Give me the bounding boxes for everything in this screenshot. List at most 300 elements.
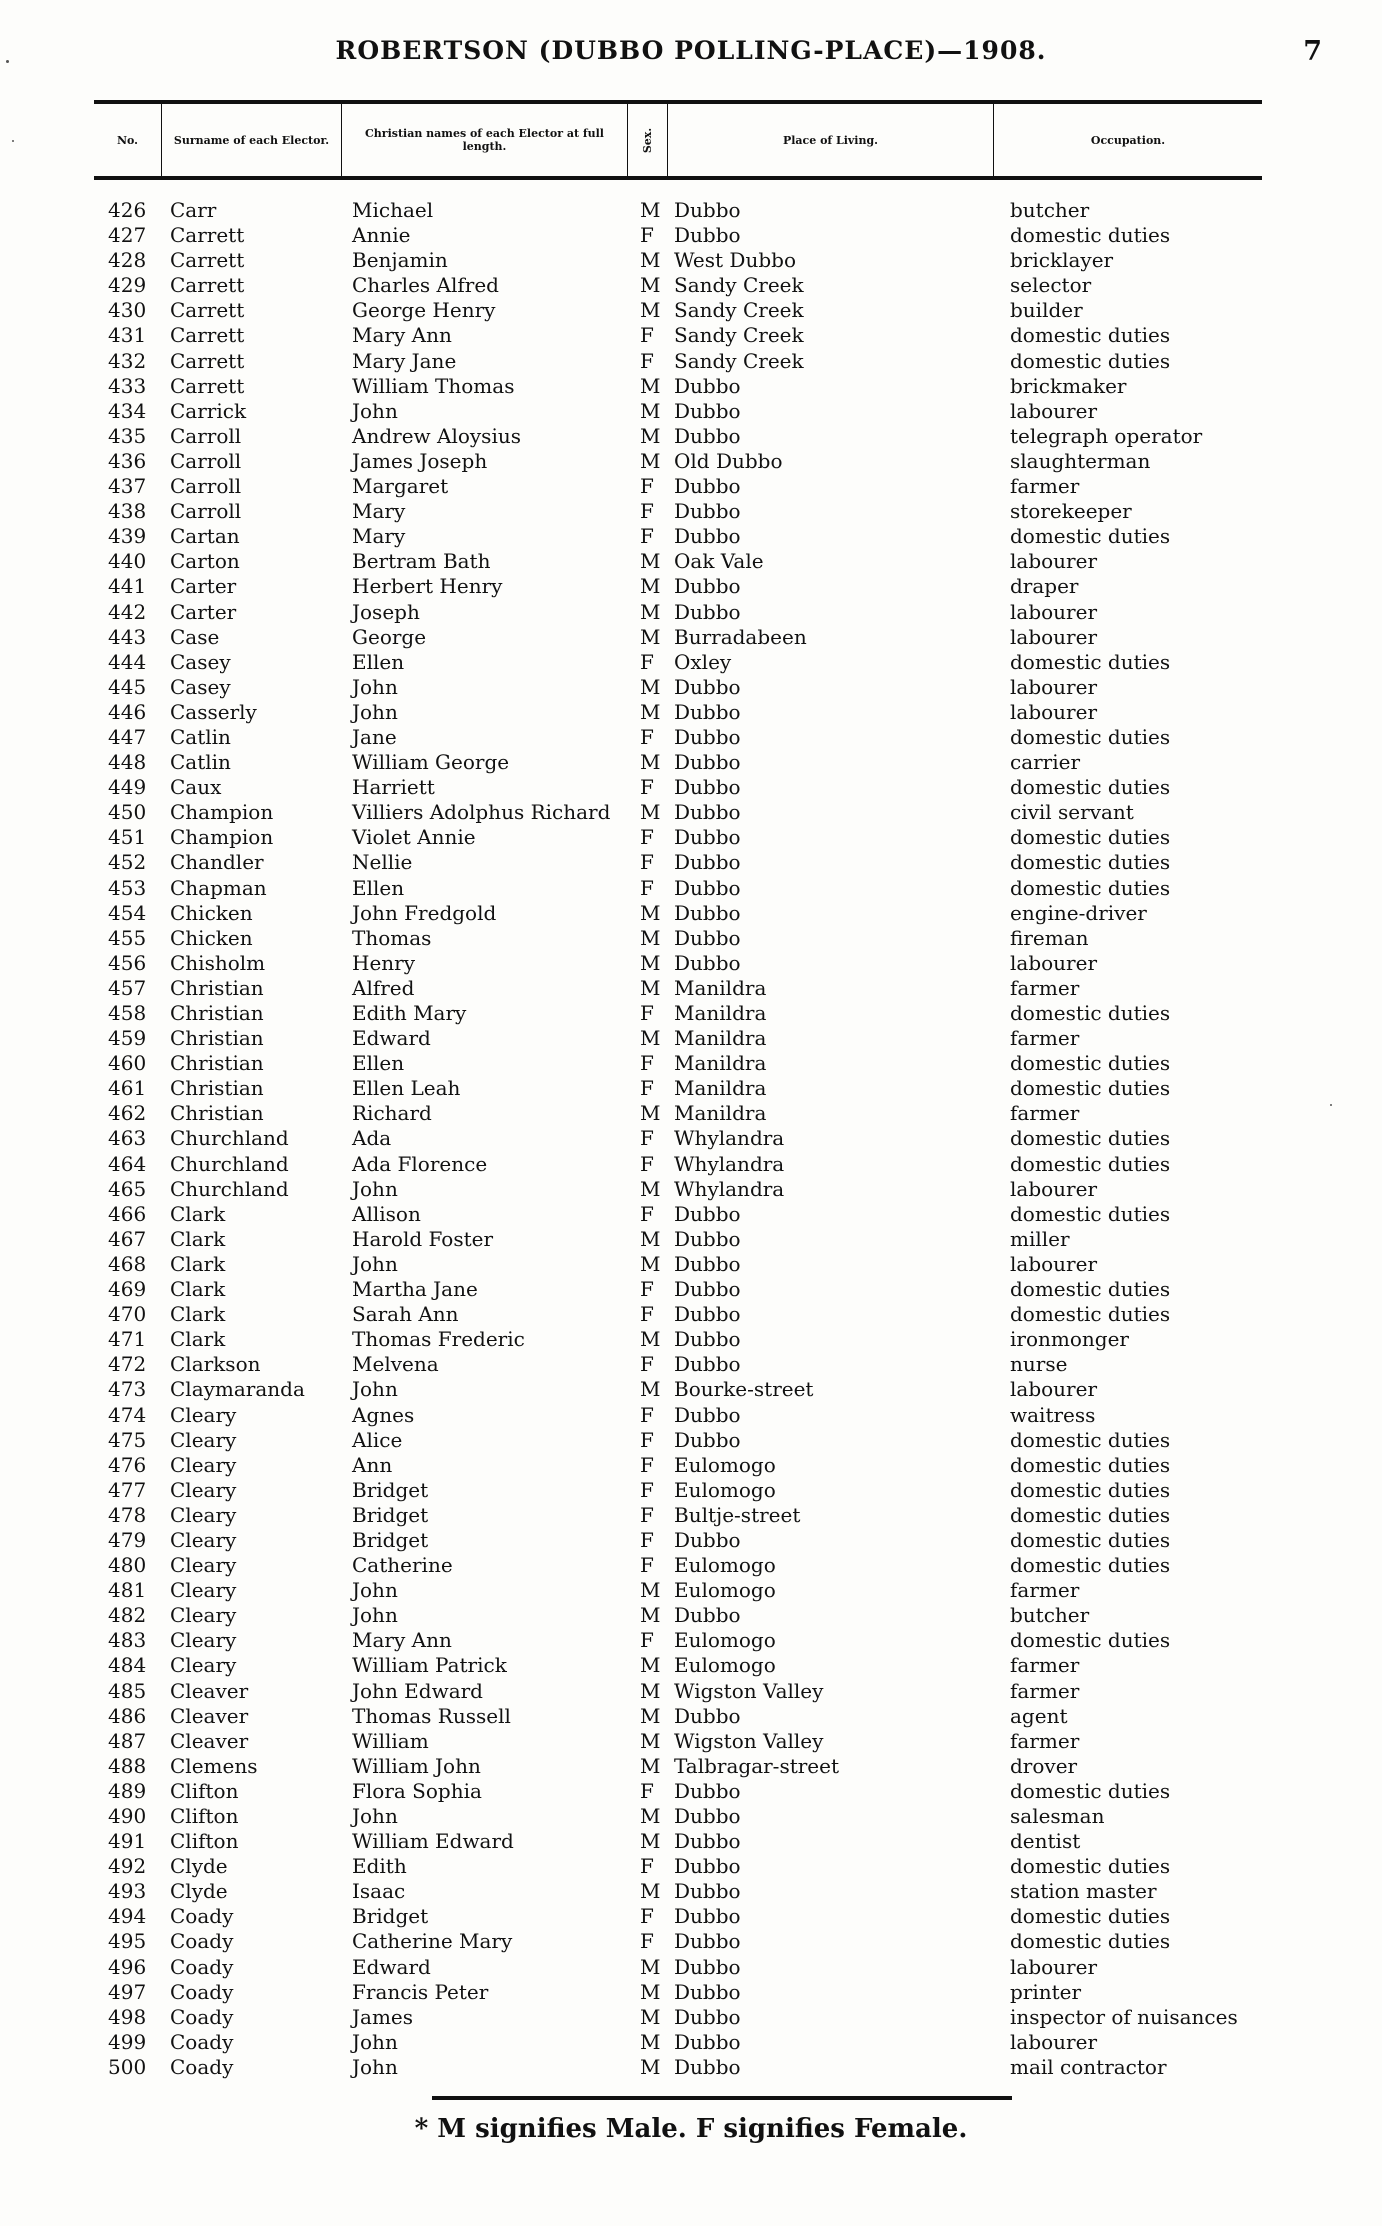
elector-number: 497 xyxy=(108,1979,147,2004)
elector-sex: M xyxy=(640,574,661,599)
elector-place-of-living: Dubbo xyxy=(674,925,741,950)
elector-number: 482 xyxy=(108,1603,147,1628)
column-header-christian-names: Christian names of each Elector at full length. xyxy=(342,104,628,176)
elector-sex: F xyxy=(640,323,654,348)
elector-occupation: telegraph operator xyxy=(1010,423,1203,448)
table-row xyxy=(0,1628,1382,1653)
elector-surname: Coady xyxy=(170,2004,234,2029)
elector-number: 435 xyxy=(108,423,147,448)
page-title: ROBERTSON (DUBBO POLLING-PLACE)—1908. xyxy=(335,36,1047,65)
elector-christian-names: Edward xyxy=(352,1026,431,1051)
elector-surname: Clemens xyxy=(170,1753,258,1778)
elector-number: 496 xyxy=(108,1954,147,1979)
elector-christian-names: Annie xyxy=(352,223,411,248)
table-row xyxy=(0,349,1382,374)
elector-christian-names: Harriett xyxy=(352,775,435,800)
elector-surname: Casey xyxy=(170,649,231,674)
elector-place-of-living: Dubbo xyxy=(674,2004,741,2029)
elector-sex: M xyxy=(640,1753,661,1778)
elector-number: 464 xyxy=(108,1151,147,1176)
elector-sex: F xyxy=(640,850,654,875)
elector-place-of-living: Dubbo xyxy=(674,1829,741,1854)
paper-speck xyxy=(6,60,9,63)
elector-sex: M xyxy=(640,373,661,398)
elector-occupation: carrier xyxy=(1010,750,1081,775)
elector-number: 491 xyxy=(108,1829,147,1854)
elector-number: 442 xyxy=(108,599,147,624)
elector-place-of-living: Dubbo xyxy=(674,474,741,499)
elector-occupation: domestic duties xyxy=(1010,775,1171,800)
elector-christian-names: Alice xyxy=(352,1427,403,1452)
elector-occupation: domestic duties xyxy=(1010,850,1171,875)
elector-occupation: domestic duties xyxy=(1010,1553,1171,1578)
elector-surname: Carrett xyxy=(170,223,245,248)
elector-surname: Catlin xyxy=(170,724,231,749)
paper-speck xyxy=(12,140,14,142)
elector-christian-names: Allison xyxy=(352,1201,421,1226)
elector-number: 492 xyxy=(108,1854,147,1879)
column-header-sex xyxy=(628,104,668,176)
elector-surname: Clyde xyxy=(170,1854,228,1879)
elector-christian-names: Mary Jane xyxy=(352,348,457,373)
table-row xyxy=(0,1177,1382,1202)
elector-surname: Clark xyxy=(170,1201,226,1226)
elector-number: 460 xyxy=(108,1051,147,1076)
elector-surname: Clifton xyxy=(170,1829,239,1854)
elector-number: 494 xyxy=(108,1904,147,1929)
elector-number: 473 xyxy=(108,1377,147,1402)
elector-place-of-living: Dubbo xyxy=(674,1527,741,1552)
elector-number: 430 xyxy=(108,298,147,323)
elector-number: 436 xyxy=(108,448,147,473)
elector-occupation: nurse xyxy=(1010,1352,1068,1377)
elector-number: 458 xyxy=(108,1001,147,1025)
elector-sex: M xyxy=(640,1603,661,1628)
elector-occupation: fireman xyxy=(1010,925,1089,950)
elector-surname: Cleary xyxy=(170,1477,237,1502)
elector-occupation: labourer xyxy=(1010,1176,1098,1201)
table-row xyxy=(0,2055,1382,2080)
elector-sex: M xyxy=(640,1377,661,1402)
elector-christian-names: Michael xyxy=(352,198,434,222)
elector-surname: Casey xyxy=(170,674,231,699)
elector-surname: Chicken xyxy=(170,925,253,950)
elector-place-of-living: Dubbo xyxy=(674,699,741,724)
elector-surname: Carrett xyxy=(170,248,245,273)
elector-number: 487 xyxy=(108,1728,147,1753)
elector-sex: F xyxy=(640,1051,654,1076)
elector-sex: M xyxy=(640,448,661,473)
elector-occupation: engine-driver xyxy=(1010,900,1147,925)
table-row xyxy=(0,1252,1382,1277)
elector-sex: M xyxy=(640,950,661,975)
elector-place-of-living: Dubbo xyxy=(674,599,741,624)
elector-place-of-living: Dubbo xyxy=(674,775,741,800)
elector-surname: Clark xyxy=(170,1251,226,1276)
table-row xyxy=(0,1578,1382,1603)
page-header xyxy=(0,36,1382,76)
elector-occupation: domestic duties xyxy=(1010,1076,1171,1101)
elector-christian-names: John xyxy=(352,1176,398,1201)
table-row xyxy=(0,1679,1382,1704)
elector-christian-names: John xyxy=(352,2054,398,2079)
elector-place-of-living: Dubbo xyxy=(674,2029,741,2054)
elector-sex: M xyxy=(640,900,661,925)
elector-christian-names: William Patrick xyxy=(352,1653,507,1678)
elector-place-of-living: Dubbo xyxy=(674,1226,741,1251)
elector-sex: F xyxy=(640,1126,654,1151)
table-row xyxy=(0,675,1382,700)
table-row xyxy=(0,1051,1382,1076)
elector-christian-names: Jane xyxy=(352,724,397,749)
table-row xyxy=(0,1277,1382,1302)
elector-place-of-living: Manildra xyxy=(674,1001,767,1025)
table-row xyxy=(0,1076,1382,1101)
elector-christian-names: Margaret xyxy=(352,474,449,499)
elector-christian-names: Charles Alfred xyxy=(352,273,499,298)
elector-place-of-living: Eulomogo xyxy=(674,1477,776,1502)
elector-sex: M xyxy=(640,1578,661,1603)
elector-place-of-living: Old Dubbo xyxy=(674,448,783,473)
elector-occupation: domestic duties xyxy=(1010,825,1171,850)
elector-occupation: ironmonger xyxy=(1010,1327,1129,1352)
elector-sex: F xyxy=(640,499,654,524)
elector-place-of-living: Dubbo xyxy=(674,1954,741,1979)
elector-surname: Coady xyxy=(170,2054,234,2079)
elector-place-of-living: Dubbo xyxy=(674,1277,741,1302)
elector-sex: F xyxy=(640,1527,654,1552)
table-row xyxy=(0,449,1382,474)
elector-surname: Carrett xyxy=(170,273,245,298)
elector-surname: Clark xyxy=(170,1327,226,1352)
elector-sex: F xyxy=(640,1277,654,1302)
elector-number: 438 xyxy=(108,499,147,524)
elector-sex: F xyxy=(640,1854,654,1879)
elector-place-of-living: Oxley xyxy=(674,649,732,674)
elector-occupation: domestic duties xyxy=(1010,223,1171,248)
table-row xyxy=(0,273,1382,298)
elector-surname: Cleary xyxy=(170,1502,237,1527)
table-row xyxy=(0,1904,1382,1929)
elector-surname: Case xyxy=(170,624,220,649)
elector-number: 467 xyxy=(108,1226,147,1251)
elector-occupation: domestic duties xyxy=(1010,1051,1171,1076)
elector-number: 499 xyxy=(108,2029,147,2054)
elector-christian-names: Edward xyxy=(352,1954,431,1979)
elector-christian-names: John xyxy=(352,1251,398,1276)
table-row xyxy=(0,1101,1382,1126)
elector-number: 474 xyxy=(108,1402,147,1427)
elector-place-of-living: Dubbo xyxy=(674,223,741,248)
elector-occupation: domestic duties xyxy=(1010,1527,1171,1552)
elector-occupation: domestic duties xyxy=(1010,1452,1171,1477)
elector-occupation: labourer xyxy=(1010,1251,1098,1276)
elector-sex: F xyxy=(640,775,654,800)
elector-surname: Christian xyxy=(170,1026,264,1051)
table-row xyxy=(0,775,1382,800)
elector-sex: F xyxy=(640,724,654,749)
elector-number: 444 xyxy=(108,649,147,674)
elector-occupation: farmer xyxy=(1010,474,1080,499)
elector-number: 461 xyxy=(108,1076,147,1101)
elector-sex: M xyxy=(640,1879,661,1904)
elector-place-of-living: Wigston Valley xyxy=(674,1728,824,1753)
elector-occupation: salesman xyxy=(1010,1804,1105,1828)
table-row xyxy=(0,1829,1382,1854)
elector-surname: Cleaver xyxy=(170,1678,249,1703)
elector-place-of-living: Dubbo xyxy=(674,850,741,875)
table-row xyxy=(0,323,1382,348)
table-row xyxy=(0,2030,1382,2055)
elector-number: 433 xyxy=(108,373,147,398)
elector-occupation: domestic duties xyxy=(1010,1201,1171,1226)
elector-surname: Carrett xyxy=(170,298,245,323)
elector-number: 480 xyxy=(108,1553,147,1578)
elector-sex: M xyxy=(640,1251,661,1276)
elector-christian-names: James Joseph xyxy=(352,448,488,473)
elector-sex: M xyxy=(640,1101,661,1126)
elector-occupation: farmer xyxy=(1010,1026,1080,1051)
elector-place-of-living: Dubbo xyxy=(674,1804,741,1828)
elector-surname: Claymaranda xyxy=(170,1377,305,1402)
elector-occupation: farmer xyxy=(1010,1653,1080,1678)
elector-occupation: mail contractor xyxy=(1010,2054,1167,2079)
elector-occupation: labourer xyxy=(1010,1954,1098,1979)
table-row xyxy=(0,1980,1382,2005)
elector-sex: M xyxy=(640,273,661,298)
elector-place-of-living: Eulomogo xyxy=(674,1452,776,1477)
elector-place-of-living: Dubbo xyxy=(674,1352,741,1377)
elector-number: 488 xyxy=(108,1753,147,1778)
elector-occupation: dentist xyxy=(1010,1829,1081,1854)
elector-christian-names: Violet Annie xyxy=(352,825,476,850)
table-row xyxy=(0,549,1382,574)
table-row xyxy=(0,1227,1382,1252)
table-row xyxy=(0,1453,1382,1478)
elector-occupation: labourer xyxy=(1010,624,1098,649)
elector-place-of-living: Dubbo xyxy=(674,800,741,825)
elector-christian-names: Francis Peter xyxy=(352,1979,489,2004)
elector-christian-names: William George xyxy=(352,750,510,775)
elector-number: 447 xyxy=(108,724,147,749)
elector-number: 452 xyxy=(108,850,147,875)
elector-occupation: printer xyxy=(1010,1979,1082,2004)
table-row xyxy=(0,1503,1382,1528)
elector-place-of-living: Talbragar-street xyxy=(674,1753,840,1778)
elector-christian-names: Bridget xyxy=(352,1502,429,1527)
elector-number: 434 xyxy=(108,398,147,423)
elector-christian-names: James xyxy=(352,2004,414,2029)
elector-sex: M xyxy=(640,1026,661,1051)
elector-sex: M xyxy=(640,2004,661,2029)
elector-occupation: waitress xyxy=(1010,1402,1096,1427)
elector-christian-names: Mary xyxy=(352,524,406,549)
elector-christian-names: John xyxy=(352,1804,398,1828)
table-row xyxy=(0,248,1382,273)
table-row xyxy=(0,1327,1382,1352)
elector-sex: M xyxy=(640,1176,661,1201)
elector-number: 481 xyxy=(108,1578,147,1603)
elector-christian-names: Benjamin xyxy=(352,248,448,273)
table-row xyxy=(0,1804,1382,1829)
elector-occupation: draper xyxy=(1010,574,1079,599)
elector-place-of-living: Eulomogo xyxy=(674,1653,776,1678)
paper-speck xyxy=(1330,1104,1332,1106)
table-row xyxy=(0,1929,1382,1954)
elector-occupation: bricklayer xyxy=(1010,248,1114,273)
elector-christian-names: Ada Florence xyxy=(352,1151,488,1176)
elector-sex: F xyxy=(640,1628,654,1653)
table-row xyxy=(0,1729,1382,1754)
elector-number: 429 xyxy=(108,273,147,298)
elector-surname: Christian xyxy=(170,1001,264,1025)
elector-christian-names: Bridget xyxy=(352,1477,429,1502)
elector-surname: Carroll xyxy=(170,448,242,473)
elector-place-of-living: Dubbo xyxy=(674,1427,741,1452)
elector-place-of-living: Dubbo xyxy=(674,674,741,699)
elector-surname: Caux xyxy=(170,775,222,800)
table-row xyxy=(0,976,1382,1001)
elector-christian-names: Nellie xyxy=(352,850,413,875)
elector-number: 489 xyxy=(108,1778,147,1803)
elector-number: 493 xyxy=(108,1879,147,1904)
elector-surname: Carter xyxy=(170,574,237,599)
elector-surname: Coady xyxy=(170,2029,234,2054)
elector-christian-names: John xyxy=(352,1578,398,1603)
elector-occupation: farmer xyxy=(1010,1101,1080,1126)
elector-number: 440 xyxy=(108,549,147,574)
elector-number: 453 xyxy=(108,875,147,900)
elector-christian-names: William John xyxy=(352,1753,481,1778)
elector-surname: Casserly xyxy=(170,699,257,724)
elector-christian-names: Thomas Frederic xyxy=(352,1327,525,1352)
elector-surname: Cleary xyxy=(170,1402,237,1427)
table-row xyxy=(0,1955,1382,1980)
elector-christian-names: Ann xyxy=(352,1452,393,1477)
elector-sex: F xyxy=(640,1477,654,1502)
elector-number: 459 xyxy=(108,1026,147,1051)
elector-surname: Churchland xyxy=(170,1126,289,1151)
elector-surname: Coady xyxy=(170,1904,234,1929)
elector-christian-names: John Edward xyxy=(352,1678,483,1703)
elector-christian-names: Catherine Mary xyxy=(352,1929,513,1954)
elector-sex: M xyxy=(640,549,661,574)
elector-number: 428 xyxy=(108,248,147,273)
table-row xyxy=(0,600,1382,625)
elector-place-of-living: Dubbo xyxy=(674,875,741,900)
elector-occupation: domestic duties xyxy=(1010,1477,1171,1502)
elector-occupation: labourer xyxy=(1010,549,1098,574)
table-row xyxy=(0,1779,1382,1804)
elector-christian-names: Mary xyxy=(352,499,406,524)
elector-sex: M xyxy=(640,674,661,699)
elector-christian-names: Herbert Henry xyxy=(352,574,503,599)
elector-number: 446 xyxy=(108,699,147,724)
elector-number: 477 xyxy=(108,1477,147,1502)
elector-place-of-living: Dubbo xyxy=(674,398,741,423)
elector-number: 479 xyxy=(108,1527,147,1552)
table-row xyxy=(0,1001,1382,1026)
elector-christian-names: William Thomas xyxy=(352,373,515,398)
elector-number: 475 xyxy=(108,1427,147,1452)
table-row xyxy=(0,1879,1382,1904)
elector-occupation: civil servant xyxy=(1010,800,1134,825)
elector-christian-names: George xyxy=(352,624,427,649)
elector-christian-names: Martha Jane xyxy=(352,1277,478,1302)
elector-sex: F xyxy=(640,649,654,674)
elector-place-of-living: Dubbo xyxy=(674,1778,741,1803)
table-row xyxy=(0,625,1382,650)
elector-place-of-living: Dubbo xyxy=(674,1327,741,1352)
elector-surname: Chapman xyxy=(170,875,267,900)
elector-occupation: station master xyxy=(1010,1879,1157,1904)
elector-christian-names: Thomas xyxy=(352,925,432,950)
elector-place-of-living: Dubbo xyxy=(674,1603,741,1628)
elector-surname: Christian xyxy=(170,1051,264,1076)
elector-christian-names: John xyxy=(352,2029,398,2054)
electoral-roll-table xyxy=(0,198,1382,2080)
elector-occupation: labourer xyxy=(1010,599,1098,624)
elector-occupation: butcher xyxy=(1010,1603,1090,1628)
elector-sex: M xyxy=(640,1703,661,1728)
table-row xyxy=(0,700,1382,725)
elector-sex: F xyxy=(640,348,654,373)
elector-sex: M xyxy=(640,1829,661,1854)
elector-number: 469 xyxy=(108,1277,147,1302)
elector-surname: Coady xyxy=(170,1954,234,1979)
elector-occupation: domestic duties xyxy=(1010,1854,1171,1879)
elector-place-of-living: Bourke-street xyxy=(674,1377,814,1402)
elector-christian-names: Thomas Russell xyxy=(352,1703,511,1728)
elector-place-of-living: Dubbo xyxy=(674,499,741,524)
elector-place-of-living: Dubbo xyxy=(674,825,741,850)
elector-sex: M xyxy=(640,1226,661,1251)
elector-number: 443 xyxy=(108,624,147,649)
elector-christian-names: Bertram Bath xyxy=(352,549,491,574)
sex-legend-note: * M signifies Male. F signifies Female. xyxy=(414,2114,968,2144)
elector-surname: Cleary xyxy=(170,1603,237,1628)
elector-sex: M xyxy=(640,2054,661,2079)
elector-number: 476 xyxy=(108,1452,147,1477)
table-row xyxy=(0,1152,1382,1177)
elector-sex: F xyxy=(640,1778,654,1803)
elector-number: 462 xyxy=(108,1101,147,1126)
elector-number: 471 xyxy=(108,1327,147,1352)
elector-christian-names: Agnes xyxy=(352,1402,415,1427)
elector-number: 441 xyxy=(108,574,147,599)
elector-number: 450 xyxy=(108,800,147,825)
elector-sex: M xyxy=(640,975,661,1000)
elector-place-of-living: Dubbo xyxy=(674,423,741,448)
elector-sex: M xyxy=(640,1327,661,1352)
elector-number: 466 xyxy=(108,1201,147,1226)
elector-christian-names: William Edward xyxy=(352,1829,514,1854)
elector-occupation: farmer xyxy=(1010,1678,1080,1703)
elector-place-of-living: Eulomogo xyxy=(674,1578,776,1603)
elector-christian-names: John xyxy=(352,1603,398,1628)
elector-christian-names: John xyxy=(352,674,398,699)
elector-number: 484 xyxy=(108,1653,147,1678)
elector-sex: M xyxy=(640,423,661,448)
elector-christian-names: John xyxy=(352,1377,398,1402)
elector-number: 457 xyxy=(108,975,147,1000)
table-row xyxy=(0,524,1382,549)
elector-surname: Cleaver xyxy=(170,1728,249,1753)
table-row xyxy=(0,1026,1382,1051)
table-row xyxy=(0,474,1382,499)
page-number: 7 xyxy=(1303,36,1322,67)
elector-christian-names: Ellen Leah xyxy=(352,1076,461,1101)
